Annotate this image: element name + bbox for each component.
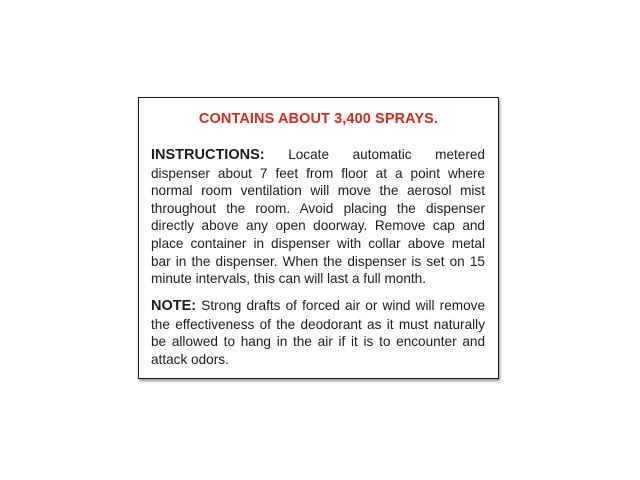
instructions-heading: INSTRUCTIONS: [151, 147, 265, 163]
note-paragraph [151, 297, 485, 368]
instructions-paragraph [151, 146, 485, 288]
instructions-text: Locate automatic metered dispenser about 7 feet from floor at a point where normal room ventilation will move the aerosol mist throughout the room. Avoid placing the dispenser directly above any open doorway. Remove cap and place container in dispenser with collar above metal bar in the dispenser. When the dispenser is set on 15 minute intervals, this can will last a full month. [151, 147, 485, 287]
note-text: Strong drafts of forced air or wind will remove the effectiveness of the deodorant as it must naturally be allowed to hang in the air if it is to encounter and attack odors. [151, 298, 485, 367]
spray-count-headline: CONTAINS ABOUT 3,400 SPRAYS. [198, 111, 439, 127]
note-heading: NOTE: [151, 298, 197, 314]
product-label [138, 97, 499, 379]
